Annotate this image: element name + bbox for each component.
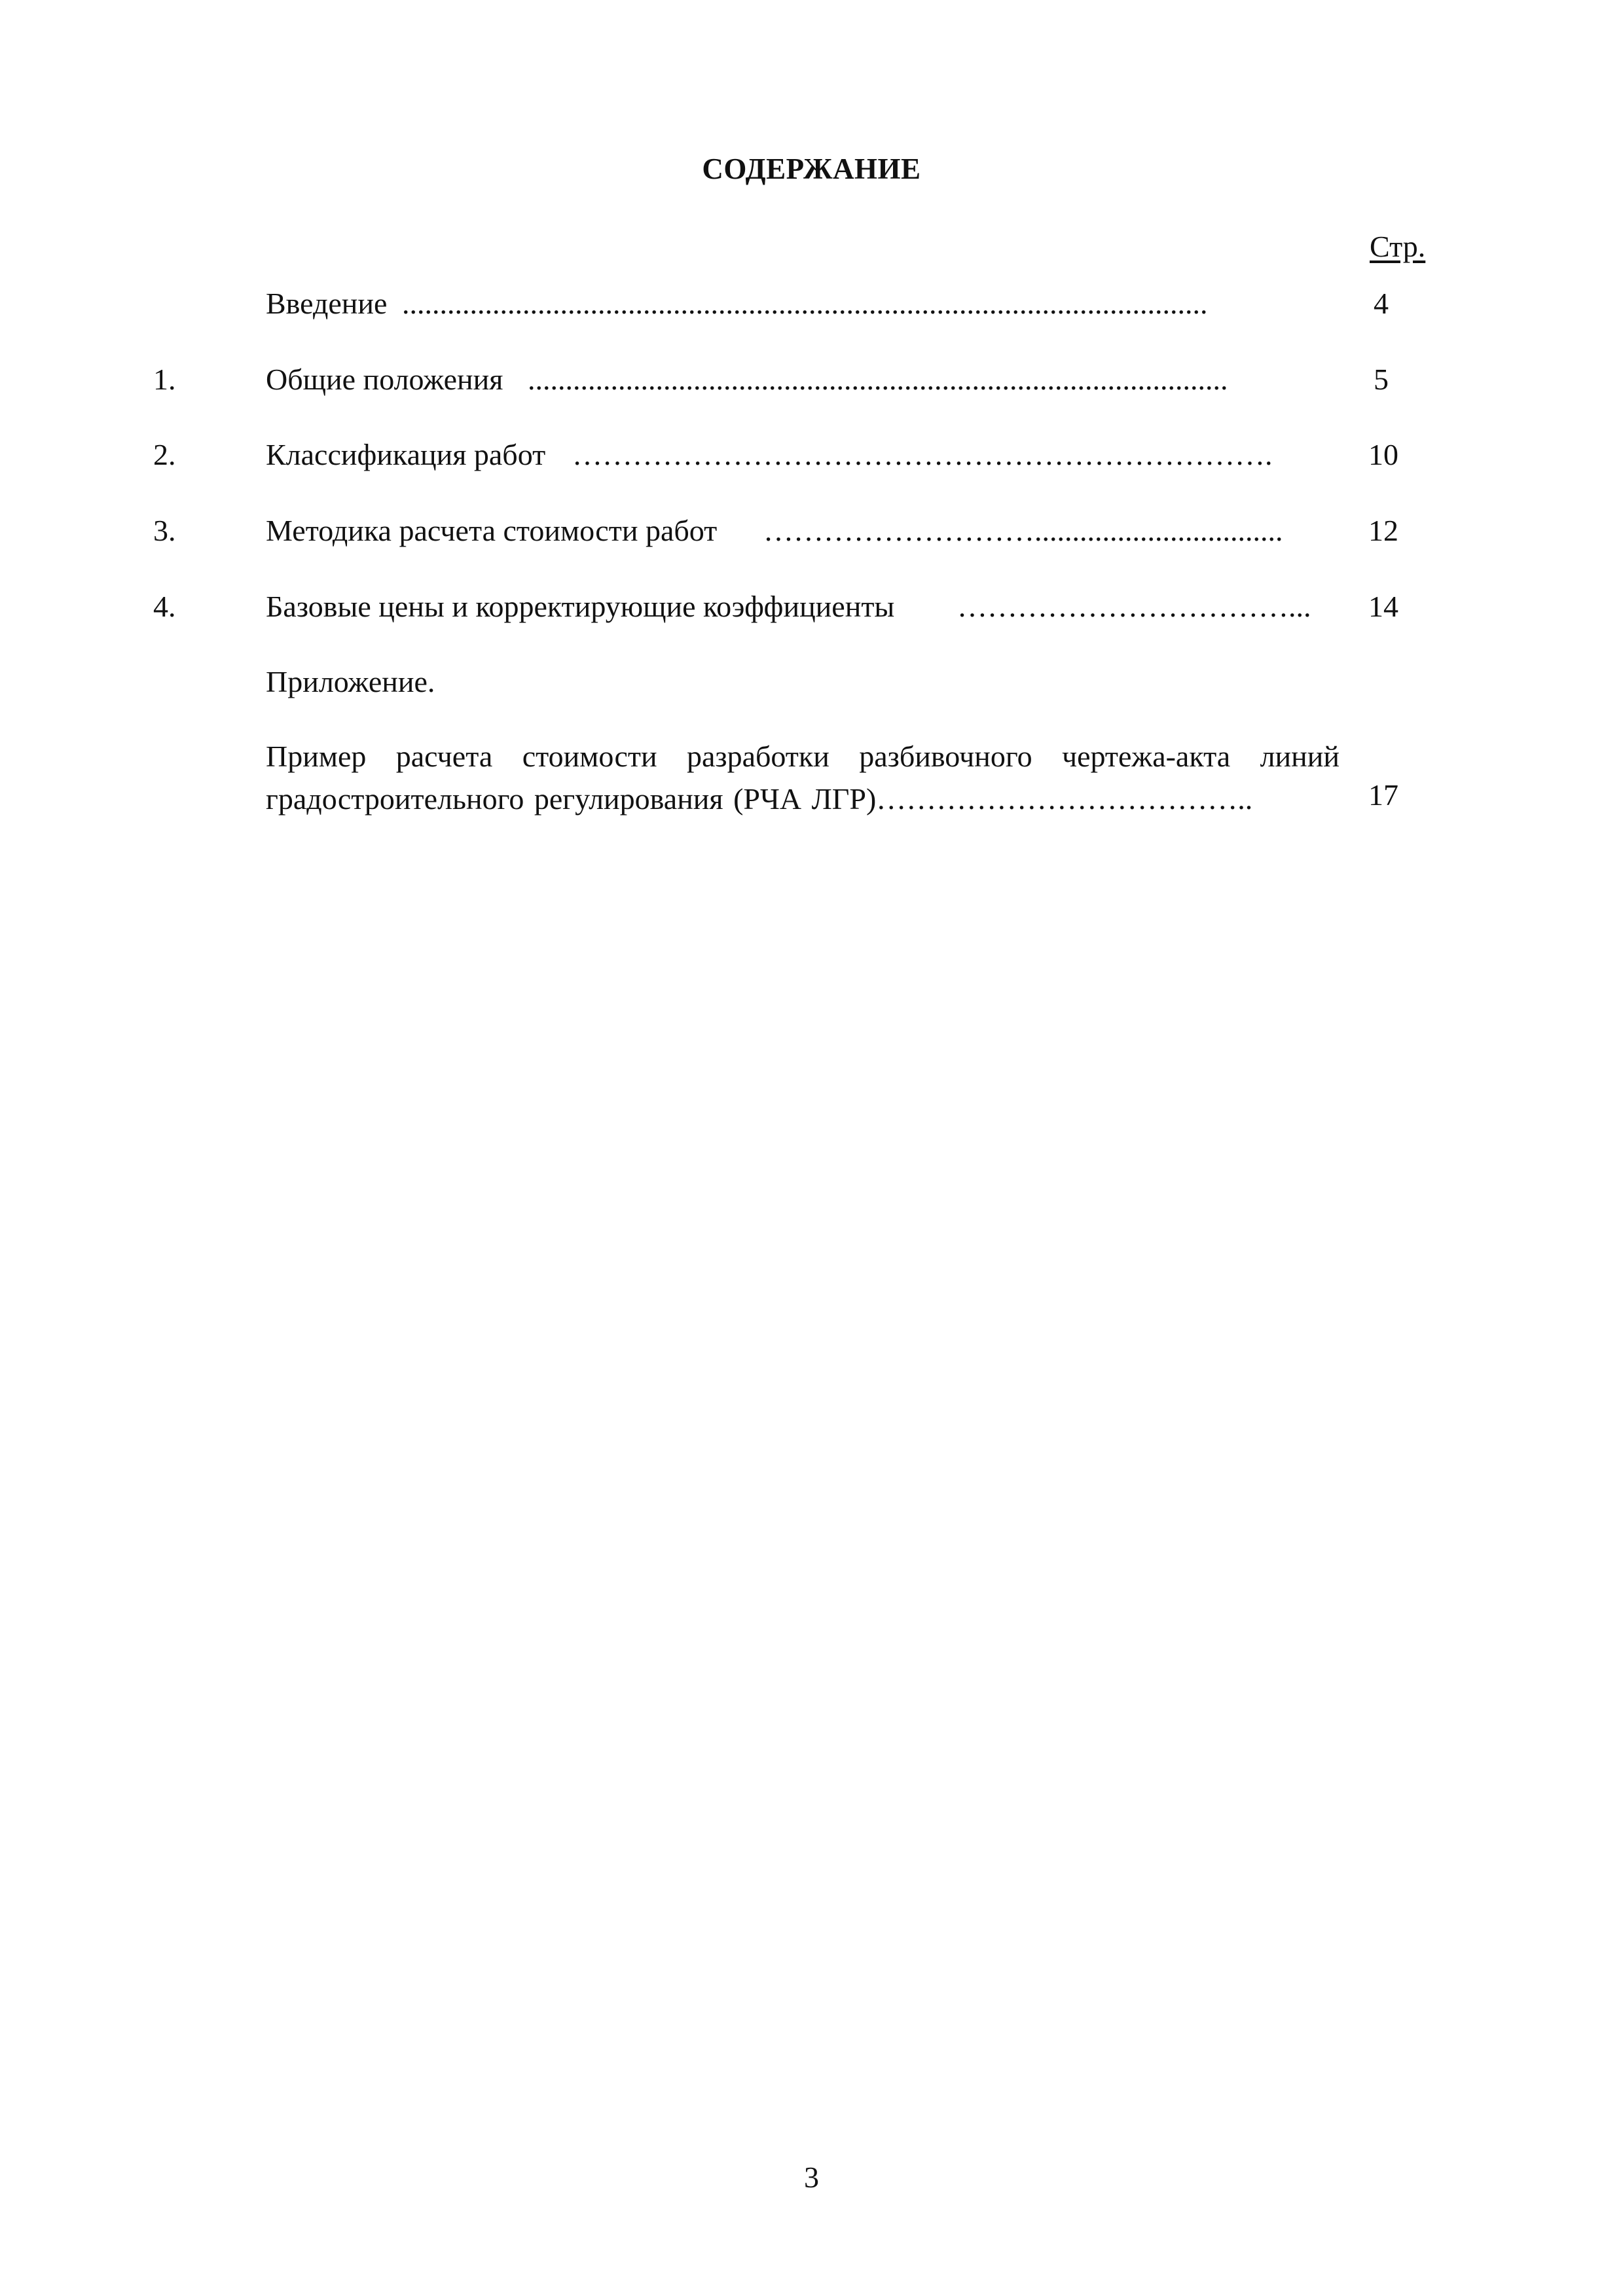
toc-entry-page: 4 [1374, 287, 1389, 320]
appendix-example-line2 [266, 778, 1340, 820]
toc-entry-leader-dots: ……………………………………………………………. [572, 438, 1273, 471]
toc-entry-page: 12 [1368, 514, 1398, 547]
appendix-example-line2-text: градостроительного регулирования (РЧА ЛГР) [266, 782, 877, 816]
toc-entry-page: 14 [1368, 590, 1398, 623]
page-title: СОДЕРЖАНИЕ [702, 152, 921, 185]
toc-entry-number: 2. [153, 438, 176, 471]
toc-entry-number: 3. [153, 514, 176, 547]
toc-entry-title: Общие положения [266, 363, 503, 396]
toc-entry-leader-dots: ……………………………….. [876, 782, 1253, 816]
appendix-example-line1: Пример расчета стоимости разработки разбивочного чертежа-акта линий [266, 740, 1340, 773]
toc-entry-number: 4. [153, 590, 176, 623]
appendix-example-text [266, 735, 1340, 820]
appendix-label: Приложение. [266, 665, 435, 698]
toc-entry-title: Базовые цены и корректирующие коэффициенты [266, 590, 895, 623]
toc-entry-title: Введение [266, 287, 388, 320]
toc-entry-page: 17 [1368, 778, 1398, 812]
toc-entry-page: 5 [1374, 363, 1389, 396]
toc-entry-number: 1. [153, 363, 176, 396]
toc-entry-leader-dots: ........................................................................................................... [402, 287, 1208, 320]
page-column-label: Стр. [1370, 230, 1426, 263]
toc-entry-title: Классификация работ [266, 438, 546, 471]
toc-entry-title: Методика расчета стоимости работ [266, 514, 718, 547]
toc-entry-leader-dots: ……………………………... [957, 590, 1311, 623]
page-number: 3 [804, 2161, 819, 2194]
toc-entry-page: 10 [1368, 438, 1398, 471]
toc-entry-leader-dots: ............................................................................................. [528, 363, 1228, 396]
toc-entry-leader-dots: ………………………................................. [763, 514, 1283, 547]
